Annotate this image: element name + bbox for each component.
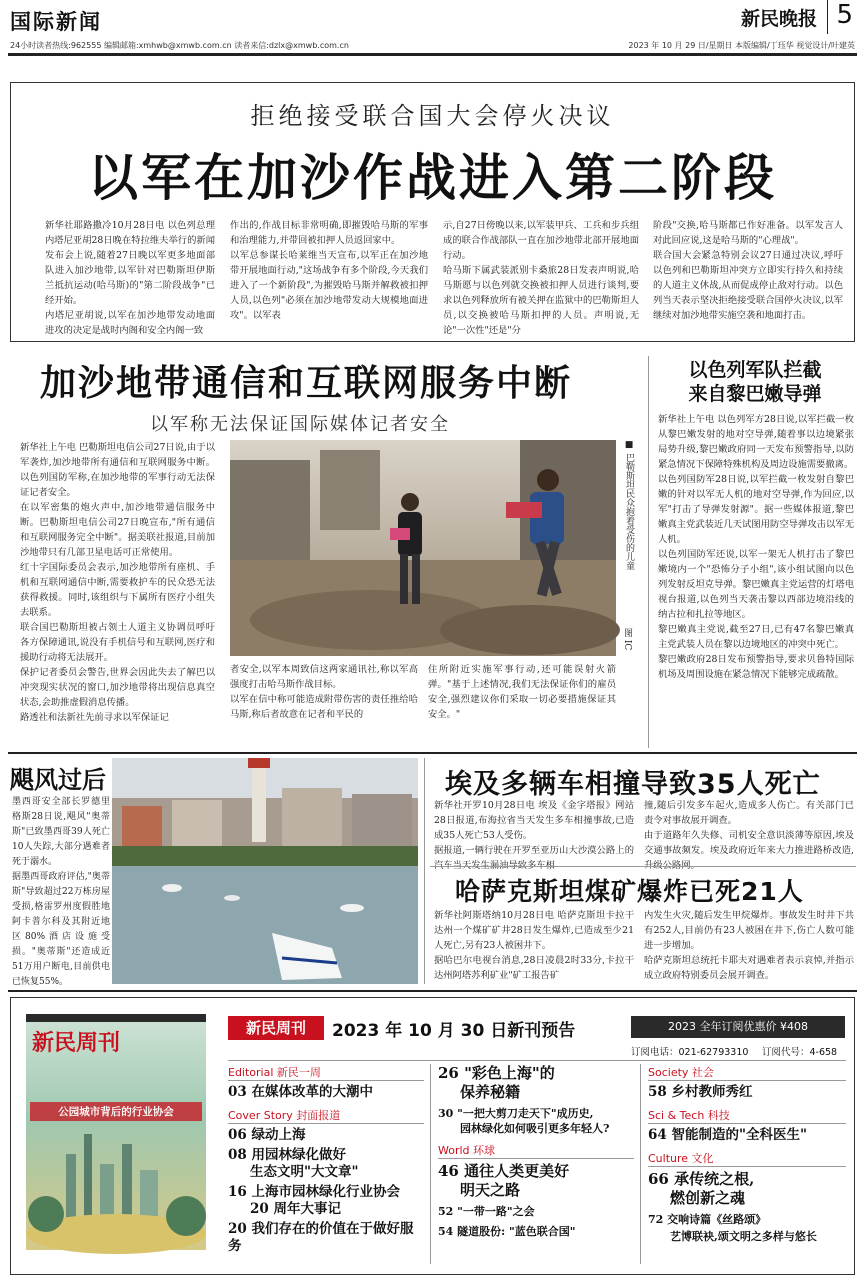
lead-col-3: 示,自27日傍晚以来,以军装甲兵、工兵和步兵组成的联合作战部队一直在加沙地带北部开展地面行动。 哈马斯下属武装派别卡桑旅28日发表声明说,哈马斯愿与以色列就交换被扣押人员进行谈判,要求以色列释放所有被关押在监狱中的巴勒斯坦人员,以交换被哈马斯扣押的人员。声明说,无论"一次性"还是"分 (443, 220, 639, 336)
toc-section-cover-story: Cover Story 封面报道 (228, 1109, 341, 1122)
toc-item[interactable]: 64 智能制造的"全科医生" (648, 1127, 808, 1143)
gaza-comm-title: 加沙地带通信和互联网服务中断 (40, 363, 573, 404)
toc-item-cont[interactable]: 生态文明"大文章" (250, 1164, 359, 1180)
subscribe-phone: 订阅电话：021-62793310 (631, 1047, 749, 1058)
toc-item[interactable]: 72 交响诗篇《丝路颂》 (648, 1213, 767, 1226)
toc-item[interactable]: 03 在媒体改革的大潮中 (228, 1084, 373, 1100)
hurricane-title: 飓风过后 (10, 766, 106, 794)
egypt-col-2: 撞,随后引发多车起火,造成多人伤亡。有关部门已责令对事故展开调查。 由于道路年久失修、司机安全意识淡薄等原因,埃及交通事故频发。埃及政府近年来大力推进路桥改造, (644, 800, 854, 856)
gaza-comm-subtitle: 以军称无法保证国际媒体记者安全 (150, 414, 450, 435)
toc-divider (228, 1080, 424, 1081)
gaza-photo-illustration (230, 440, 616, 656)
lead-title: 以军在加沙作战进入第二阶段 (88, 149, 777, 207)
magazine-cover[interactable] (26, 1014, 206, 1250)
lead-col-4: 阶段"交换,哈马斯都已作好准备。以军发言人对此回应说,这是哈马斯的"心理战"。 联合国大会紧急特别会议27日通过决议,呼吁以色列和巴勒斯坦冲突方立即实行持久和持续的人道主义休战,从而促成停止敌对行动。以色列当天表示坚决拒绝接受联合国停火决议,以军继续对加沙地带实施空袭和地面打击。 (653, 220, 843, 321)
toc-item[interactable]: 26 "彩色上海"的 (438, 1064, 555, 1082)
hurricane-body: 墨西哥安全部长罗德里格斯28日说,飓风"奥蒂斯"已致墨西哥39人死亡10人失踪,大部分遇难者死于溺水。 据墨西哥政府评估,"奥蒂斯"导致超过22万栋房屋受损,格雷罗州度假胜地阿卡普尔科及其附近地区80%酒店设施受损。"奥蒂斯"还造成近51万用户断电,目前供电已恢复55%。 (12, 797, 110, 987)
hurricane-photo-illustration (112, 758, 418, 984)
page-number: 5 (827, 0, 853, 34)
promo-brand-badge (228, 1016, 324, 1040)
toc-item[interactable]: 06 绿动上海 (228, 1127, 306, 1143)
toc-item[interactable]: 46 通往人类更美好 (438, 1162, 570, 1180)
toc-item-cont[interactable]: 燃创新之魂 (670, 1189, 746, 1207)
contact-info: 24小时读者热线:962555 编辑邮箱:xmhwb@xmwb.com.cn 读者来信:dzlx@xmwb.com.cn (10, 41, 349, 50)
toc-item-cont[interactable]: 明天之路 (460, 1181, 521, 1199)
kazakh-col-1: 新华社阿斯塔纳10月28日电 哈萨克斯坦卡拉干达州一个煤矿矿井28日发生爆炸,已造成至少21人死亡,另有23人被困井下。 据哈巴尔电视台消息,28日凌晨2时33分,卡拉干达州阿塔苏利矿业"矿工报告矿 (434, 910, 634, 981)
toc-divider-vertical-1 (430, 1064, 431, 1264)
cover-top-bar (26, 1014, 206, 1022)
toc-divider (648, 1123, 846, 1124)
cover-skyline-illustration (26, 1124, 206, 1250)
lead-subtitle: 拒绝接受联合国大会停火决议 (250, 102, 615, 130)
toc-divider-vertical-2 (640, 1064, 641, 1264)
subscribe-price[interactable]: 2023 全年订阅优惠价 ¥408 (631, 1016, 845, 1038)
promo-brand: 新民周刊 (245, 1019, 306, 1037)
lebanon-divider (648, 356, 649, 748)
lebanon-title-line-1: 以色列军队拦截 (688, 359, 822, 381)
cover-masthead: 新民周刊 (32, 1031, 121, 1056)
lead-col-1: 新华社耶路撒冷10月28日电 以色列总理内塔尼亚胡28日晚在特拉维夫举行的新闻发布会上说,随着27日晚以军更多地面部队进入加沙地带,以军针对巴勒斯坦伊斯兰抵抗运动(哈马斯)的"第二阶段战争"已经开始。 内塔尼亚胡说,以军在加沙地带发动地面进攻的决定是战时内阁和安全内阁一致 (45, 220, 215, 336)
egypt-col-1: 新华社开罗10月28日电 埃及《金字塔报》网站28日报道,布海拉省当天发生多车相撞事故,已造成35人死亡53人受伤。 据报道,一辆行驶在开罗至亚历山大沙漠公路上的 (434, 800, 634, 856)
toc-item[interactable]: 16 上海市园林绿化行业协会 (228, 1184, 400, 1200)
date-editor-info: 2023 年 10 月 29 日/星期日 本版编辑/丁珏华 视觉设计/叶建英 (628, 41, 855, 50)
toc-item-cont[interactable]: 20 周年大事记 (250, 1201, 341, 1217)
section-rule-1 (8, 752, 857, 754)
toc-item[interactable]: 08 用园林绿化做好 (228, 1147, 346, 1163)
egypt-divider (424, 758, 425, 984)
header-rule (8, 53, 857, 56)
egypt-title: 埃及多辆车相撞导致35人死亡 (445, 769, 821, 800)
lead-col-2: 作出的,作战目标非常明确,即摧毁哈马斯的军事和治理能力,并带回被扣押人员返回家中。 以军总参谋长哈莱维当天宣布,以军正在加沙地带开展地面行动,"这场战争有多个阶段,今天我们进入了一个新阶段",为摧毁哈马斯并解救被扣押人员,以色列"必须在加沙地带发动大规模地面进攻"。以军表 (230, 220, 428, 321)
toc-section-society: Society 社会 (648, 1066, 714, 1079)
toc-item[interactable]: 58 乡村教师秀红 (648, 1084, 753, 1100)
toc-section-culture: Culture 文化 (648, 1152, 714, 1165)
cover-headline: 公园城市背后的行业协会 (30, 1102, 202, 1121)
egypt-kazakh-rule (430, 866, 856, 867)
toc-item-cont[interactable]: 艺博联袂,颂文明之多样与悠长 (670, 1230, 817, 1243)
gaza-comm-col-3: 住所附近实施军事行动,还可能误射火箭弹。"基于上述情况,我们无法保证你们的雇员安全,强烈建议你们采取一切必要措施保证其安全。" (428, 664, 616, 720)
toc-section-editorial: Editorial 新民一周 (228, 1066, 321, 1079)
newspaper-brand: 新民晚报 (740, 8, 817, 30)
gaza-photo-caption: ■ 巴勒斯坦民众抱着受伤的儿童 (624, 440, 634, 570)
toc-divider (648, 1080, 846, 1081)
gaza-comm-col-2: 者安全,以军本周致信这两家通讯社,称以军高强度打击哈马斯作战目标。 以军在信中称可能造成附带伤害的责任推给哈马斯,称后者故意在记者和平民的 (230, 664, 418, 720)
promo-rule (228, 1060, 846, 1061)
lebanon-body: 新华社上午电 以色列军方28日说,以军拦截一枚从黎巴嫩发射的地对空导弹,随着事以边境紧张局势升级,黎巴嫩政府同一天发布预警指导,以防紧急情况下保障特殊机构及周边设施需要撤离。 以色列国防军28日说,以军拦截一枚发射自黎巴嫩的针对以军无人机的地对空导弹,作为回应,以军"打击了导弹发射源"。据一些媒体报道,黎巴嫩真主党武装近几天试图用防空导弹攻击以军无人机。 以色列国防军还说,以军一架无人机打击了黎巴嫩境内一个"恐怖分子小组",该小组试图向以色列发射反坦克导弹。黎巴嫩真主党运营的灯塔电视台报道,以色列当天袭击黎以西部边境沿线的纳古拉和扎拉等地区。 黎巴嫩真主党说,截至27日,已有47名黎巴嫩真主党武装人员在黎以边境地区的冲突中死亡。 黎巴嫩政府28日发布预警指导,要求贝鲁特国际机场及周围设施在紧急情况下能够完成疏散。 (658, 414, 854, 680)
toc-item-cont[interactable]: 保养秘籍 (460, 1083, 521, 1101)
lebanon-title-line-2: 来自黎巴嫩导弹 (688, 383, 822, 405)
subscribe-code: 订阅代号：4-658 (762, 1047, 838, 1058)
toc-col-3 (648, 1064, 846, 1245)
kazakh-col-2: 内发生火灾,随后发生甲烷爆炸。事故发生时井下共有252人,目前仍有23人被困在井下,伤亡人数可能进一步增加。 哈萨克斯坦总统托卡耶夫对遇难者表示哀悼,并指示成立政府特别委员会展开调查。 (644, 910, 854, 981)
toc-divider (648, 1166, 846, 1167)
toc-divider (438, 1158, 634, 1159)
gaza-photo-credit: 图 IC (622, 628, 632, 651)
gaza-photo (230, 440, 616, 656)
toc-section-world: World 环球 (438, 1144, 496, 1157)
section-title: 国际新闻 (10, 10, 102, 34)
toc-divider (228, 1123, 424, 1124)
toc-item[interactable]: 20 我们存在的价值在于做好服务 (228, 1221, 414, 1254)
toc-col-1 (228, 1064, 424, 1255)
toc-section-scitech: Sci & Tech 科技 (648, 1109, 730, 1122)
toc-item[interactable]: 52 "一带一路"之会 (438, 1205, 535, 1218)
section-rule-2 (8, 990, 857, 992)
toc-item[interactable]: 54 隧道股份: "蓝色联合国" (438, 1225, 576, 1238)
hurricane-photo (112, 758, 418, 984)
toc-item[interactable]: 30 "一把大剪刀走天下"成历史, (438, 1107, 594, 1120)
toc-item-cont[interactable]: 园林绿化如何吸引更多年轻人? (460, 1122, 610, 1135)
gaza-comm-col-1: 新华社上午电 巴勒斯坦电信公司27日说,由于以军袭炸,加沙地带所有通信和互联网服务中断。以色列国防军称,在加沙地带的军事行动无法保证记者安全。 在以军密集的炮火声中,加沙地带通信服务中断。巴勒斯坦电信公司27日晚宣布,"所有通信和互联网服务完全中断"。据美联社报道,目前加沙地带只有几部卫星电话可正常使用。 红十字国际委员会表示,加沙地带所有座机、手机和互联网通信中断,需要救护车的民众恐无法获得救援。同时,该组织与下属所有医疗小组失去联系。 联合国巴勒斯坦被占领土人道主义协调员呼吁各方保障通讯,说没有手机信号和互联网,医疗和援助行动将无法展开。 保护记者委员会警告,世界会因此失去了解巴以冲突现实状况的窗口,加沙地带将出现信息真空状态,会助推虚假消息传播。 路透社和法新社先前寻求以军保证记 (20, 442, 215, 723)
toc-col-2 (438, 1064, 634, 1240)
promo-headline: 2023 年 10 月 30 日新刊预告 (332, 1021, 576, 1041)
kazakh-title: 哈萨克斯坦煤矿爆炸已死21人 (455, 877, 804, 906)
toc-item[interactable]: 66 承传统之根, (648, 1170, 755, 1188)
